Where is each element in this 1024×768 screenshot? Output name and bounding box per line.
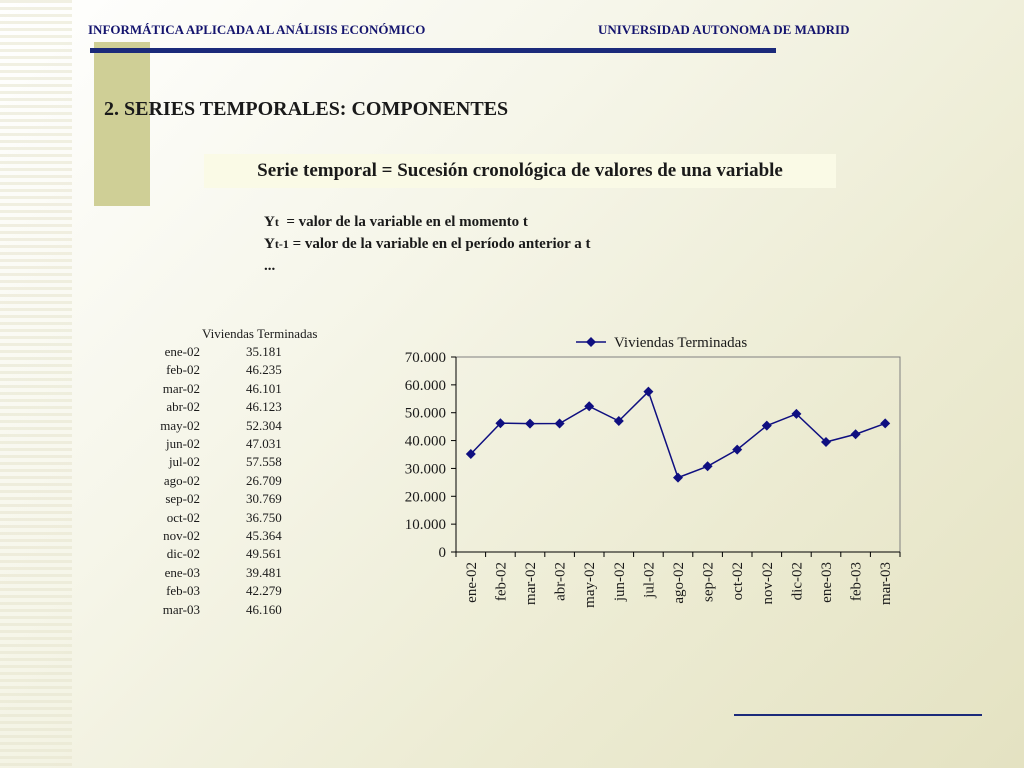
data-point: [880, 418, 890, 428]
definition-yt: [264, 214, 528, 231]
yt1-subscript: t-1: [274, 237, 289, 251]
table-row: [150, 565, 350, 583]
table-row: [150, 418, 350, 436]
data-point: [584, 401, 594, 411]
footer-divider: [734, 714, 982, 716]
table-cell-month: sep-02: [165, 491, 200, 507]
y-tick-label: 40.000: [404, 433, 446, 450]
table-cell-value: 46.235: [246, 362, 282, 378]
table-cell-month: nov-02: [163, 528, 200, 543]
definition-yt-1: [264, 236, 591, 253]
yt1-symbol: Y: [264, 236, 275, 252]
table-row: [150, 583, 350, 601]
table-cell-month: mar-03: [162, 601, 200, 617]
table-cell-month: dic-02: [166, 546, 200, 562]
y-tick-label: 70.000: [404, 350, 446, 366]
table-row: [150, 602, 350, 620]
table-cell-value: 46.101: [246, 380, 282, 396]
x-tick-label: mar-03: [878, 562, 895, 606]
table-cell-value: 46.123: [246, 399, 282, 415]
y-tick-label: 60.000: [404, 377, 446, 394]
table-cell-value: 36.750: [246, 509, 282, 525]
plot-area: [456, 357, 900, 552]
table-cell-value: 39.481: [246, 564, 282, 580]
legend-marker: [586, 337, 596, 347]
y-tick-label: 0: [438, 545, 446, 561]
table-cell-value: 45.364: [246, 528, 282, 543]
data-point: [703, 461, 713, 471]
definition-box: Serie temporal = Sucesión cronológica de valores de una variable: [204, 154, 836, 188]
table-cell-value: 46.160: [246, 601, 282, 617]
table-cell-value: 52.304: [246, 417, 282, 433]
table-cell-value: 49.561: [246, 546, 282, 562]
table-cell-month: jun-02: [166, 436, 200, 451]
header-university: UNIVERSIDAD AUTONOMA DE MADRID: [598, 22, 850, 37]
x-tick-label: dic-02: [789, 562, 806, 601]
data-point: [525, 419, 535, 429]
table-row: [150, 454, 350, 472]
table-cell-month: feb-03: [166, 583, 200, 599]
table-row: [150, 381, 350, 399]
table-cell-value: 35.181: [246, 344, 282, 359]
table-cell-value: 30.769: [246, 491, 282, 507]
yt-subscript: t: [274, 215, 279, 229]
table-cell-value: 47.031: [246, 436, 282, 451]
table-cell-month: mar-02: [162, 380, 200, 396]
yt-symbol: Y: [264, 214, 275, 230]
x-tick-label: ago-02: [671, 562, 687, 604]
decorative-stripes: [0, 0, 72, 768]
table-cell-month: jul-02: [168, 454, 200, 470]
header-course: INFORMÁTICA APLICADA AL ANÁLISIS ECONÓMICO: [88, 22, 426, 37]
x-tick-label: sep-02: [700, 562, 717, 602]
definition-ellipsis: ...: [264, 258, 276, 274]
x-tick-label: ene-03: [819, 562, 835, 603]
table-row: [150, 546, 350, 564]
x-tick-label: mar-02: [523, 562, 539, 606]
table-cell-value: 42.279: [246, 583, 282, 599]
y-tick-label: 50.000: [404, 405, 446, 422]
yt1-text: = valor de la variable en el período anterior a t: [288, 236, 591, 252]
table-row: [150, 491, 350, 509]
table-row: [150, 528, 350, 546]
data-point: [555, 419, 565, 429]
table-row: [150, 344, 350, 362]
table-cell-month: ago-02: [163, 472, 200, 488]
table-row: [150, 473, 350, 491]
table-cell-value: 26.709: [246, 472, 282, 488]
y-tick-label: 20.000: [404, 489, 446, 506]
x-tick-label: feb-03: [848, 562, 865, 602]
table-row: [150, 399, 350, 417]
table-cell-value: 57.558: [246, 454, 282, 470]
legend-label: Viviendas Terminadas: [614, 335, 748, 351]
table-cell-month: feb-02: [166, 362, 200, 378]
y-tick-label: 10.000: [404, 517, 446, 534]
decorative-block: [94, 42, 150, 206]
table-cell-month: may-02: [160, 417, 200, 433]
data-point: [673, 473, 683, 483]
x-tick-label: may-02: [582, 562, 599, 608]
x-tick-label: oct-02: [730, 562, 747, 601]
yt-text: = valor de la variable en el momento t: [278, 214, 528, 230]
header-divider: [90, 48, 776, 53]
table-row: [150, 436, 350, 454]
slide-title: 2. SERIES TEMPORALES: COMPONENTES: [104, 98, 509, 120]
table-cell-month: oct-02: [166, 509, 200, 525]
series-line: [471, 392, 885, 478]
table-cell-month: ene-03: [164, 564, 200, 580]
data-point: [851, 429, 861, 439]
x-tick-label: ene-02: [463, 562, 480, 603]
table-header: Viviendas Terminadas: [202, 326, 318, 341]
line-chart: [340, 320, 920, 630]
x-tick-label: nov-02: [759, 562, 776, 605]
table-row: [150, 510, 350, 528]
y-tick-label: 30.000: [404, 461, 446, 478]
x-tick-label: jun-02: [611, 562, 628, 602]
x-tick-label: feb-02: [493, 562, 510, 602]
x-tick-label: abr-02: [552, 562, 569, 601]
x-tick-label: jul-02: [641, 562, 658, 598]
table-cell-month: abr-02: [166, 399, 200, 415]
table-cell-month: ene-02: [164, 344, 200, 359]
table-row: [150, 362, 350, 380]
